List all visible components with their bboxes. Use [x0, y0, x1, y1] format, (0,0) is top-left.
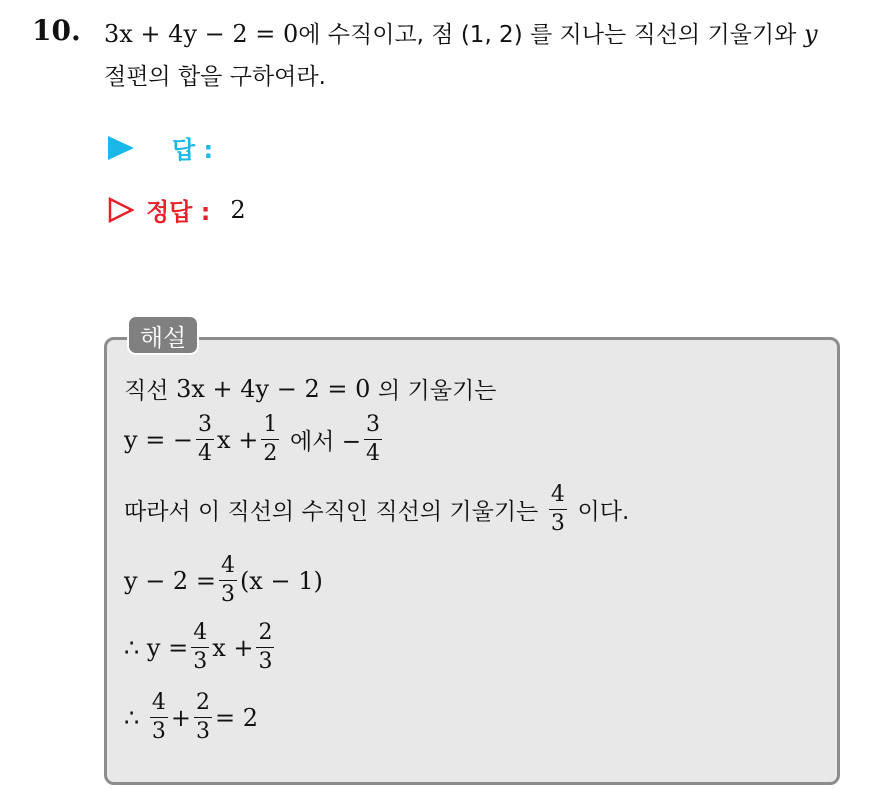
question-line-2: 절편의 합을 구하여라.: [104, 64, 326, 90]
solution-tag: 해설: [127, 315, 199, 355]
fraction-denominator: 3: [151, 719, 166, 744]
fraction-numerator: 4: [549, 484, 567, 510]
fraction-numerator: 4: [150, 692, 168, 718]
fraction-denominator: 3: [550, 511, 565, 536]
sol-l6-b: +: [170, 703, 192, 732]
sol-l1-eq: 3x + 4y − 2 = 0: [176, 374, 371, 403]
sol-l5-b: x +: [212, 633, 254, 662]
solution-line-4: [124, 555, 323, 606]
fraction-numerator: 4: [219, 555, 237, 581]
sol-l2-a: y = −: [124, 425, 194, 454]
solution-line-6: [124, 692, 258, 743]
fraction-denominator: 3: [258, 649, 273, 674]
question-var-y: y: [803, 20, 818, 48]
fraction-denominator: 3: [220, 582, 235, 607]
fraction: [150, 692, 168, 743]
fraction-denominator: 2: [263, 441, 278, 466]
sol-l3-pre: 따라서 이 직선의 수직인 직선의 기울기는: [124, 499, 539, 525]
answer-row: [108, 130, 213, 165]
fraction: [191, 622, 209, 673]
question-number: 10.: [32, 14, 81, 47]
fraction: [364, 414, 382, 465]
correct-answer-row: [108, 192, 246, 227]
answer-triangle-icon: [108, 136, 134, 160]
fraction: [219, 555, 237, 606]
sol-l1-post: 의 기울기는: [378, 378, 497, 404]
correct-value: 2: [230, 195, 246, 224]
sol-l3-post: 이다.: [577, 499, 630, 525]
fraction: [194, 692, 212, 743]
fraction-denominator: 3: [193, 649, 208, 674]
fraction-numerator: 1: [261, 414, 279, 440]
fraction-denominator: 3: [196, 719, 211, 744]
fraction: [261, 414, 279, 465]
solution-line-3: [124, 484, 629, 535]
fraction-numerator: 3: [196, 414, 214, 440]
fraction-denominator: 4: [198, 441, 213, 466]
sol-l6-a: ∴: [124, 703, 140, 732]
question-equation: 3x + 4y − 2 = 0: [104, 20, 299, 48]
fraction: [549, 484, 567, 535]
answer-label: 답 :: [172, 136, 214, 164]
sol-l6-c: = 2: [215, 703, 259, 732]
sol-l2-b: x +: [217, 425, 259, 454]
correct-label: 정답 :: [146, 198, 211, 226]
fraction-numerator: 3: [364, 414, 382, 440]
question-text-1: 에 수직이고, 점 (1, 2) 를 지나는 직선의 기울기와: [298, 22, 797, 48]
solution-line-1: [124, 372, 496, 405]
fraction-denominator: 4: [366, 441, 380, 466]
sol-l2-c: 에서 −: [289, 429, 361, 455]
question-line-1: [104, 16, 818, 49]
sol-l4-a: y − 2 =: [124, 566, 216, 595]
fraction-numerator: 2: [194, 692, 212, 718]
fraction: [196, 414, 214, 465]
correct-triangle-icon: [108, 197, 134, 223]
fraction-numerator: 2: [256, 622, 274, 648]
sol-l5-a: ∴ y =: [124, 633, 189, 662]
solution-line-2: [124, 414, 385, 465]
solution-line-5: [124, 622, 277, 673]
sol-l1-pre: 직선: [124, 378, 169, 404]
fraction: [256, 622, 274, 673]
fraction-numerator: 4: [191, 622, 209, 648]
sol-l4-b: (x − 1): [239, 566, 323, 595]
